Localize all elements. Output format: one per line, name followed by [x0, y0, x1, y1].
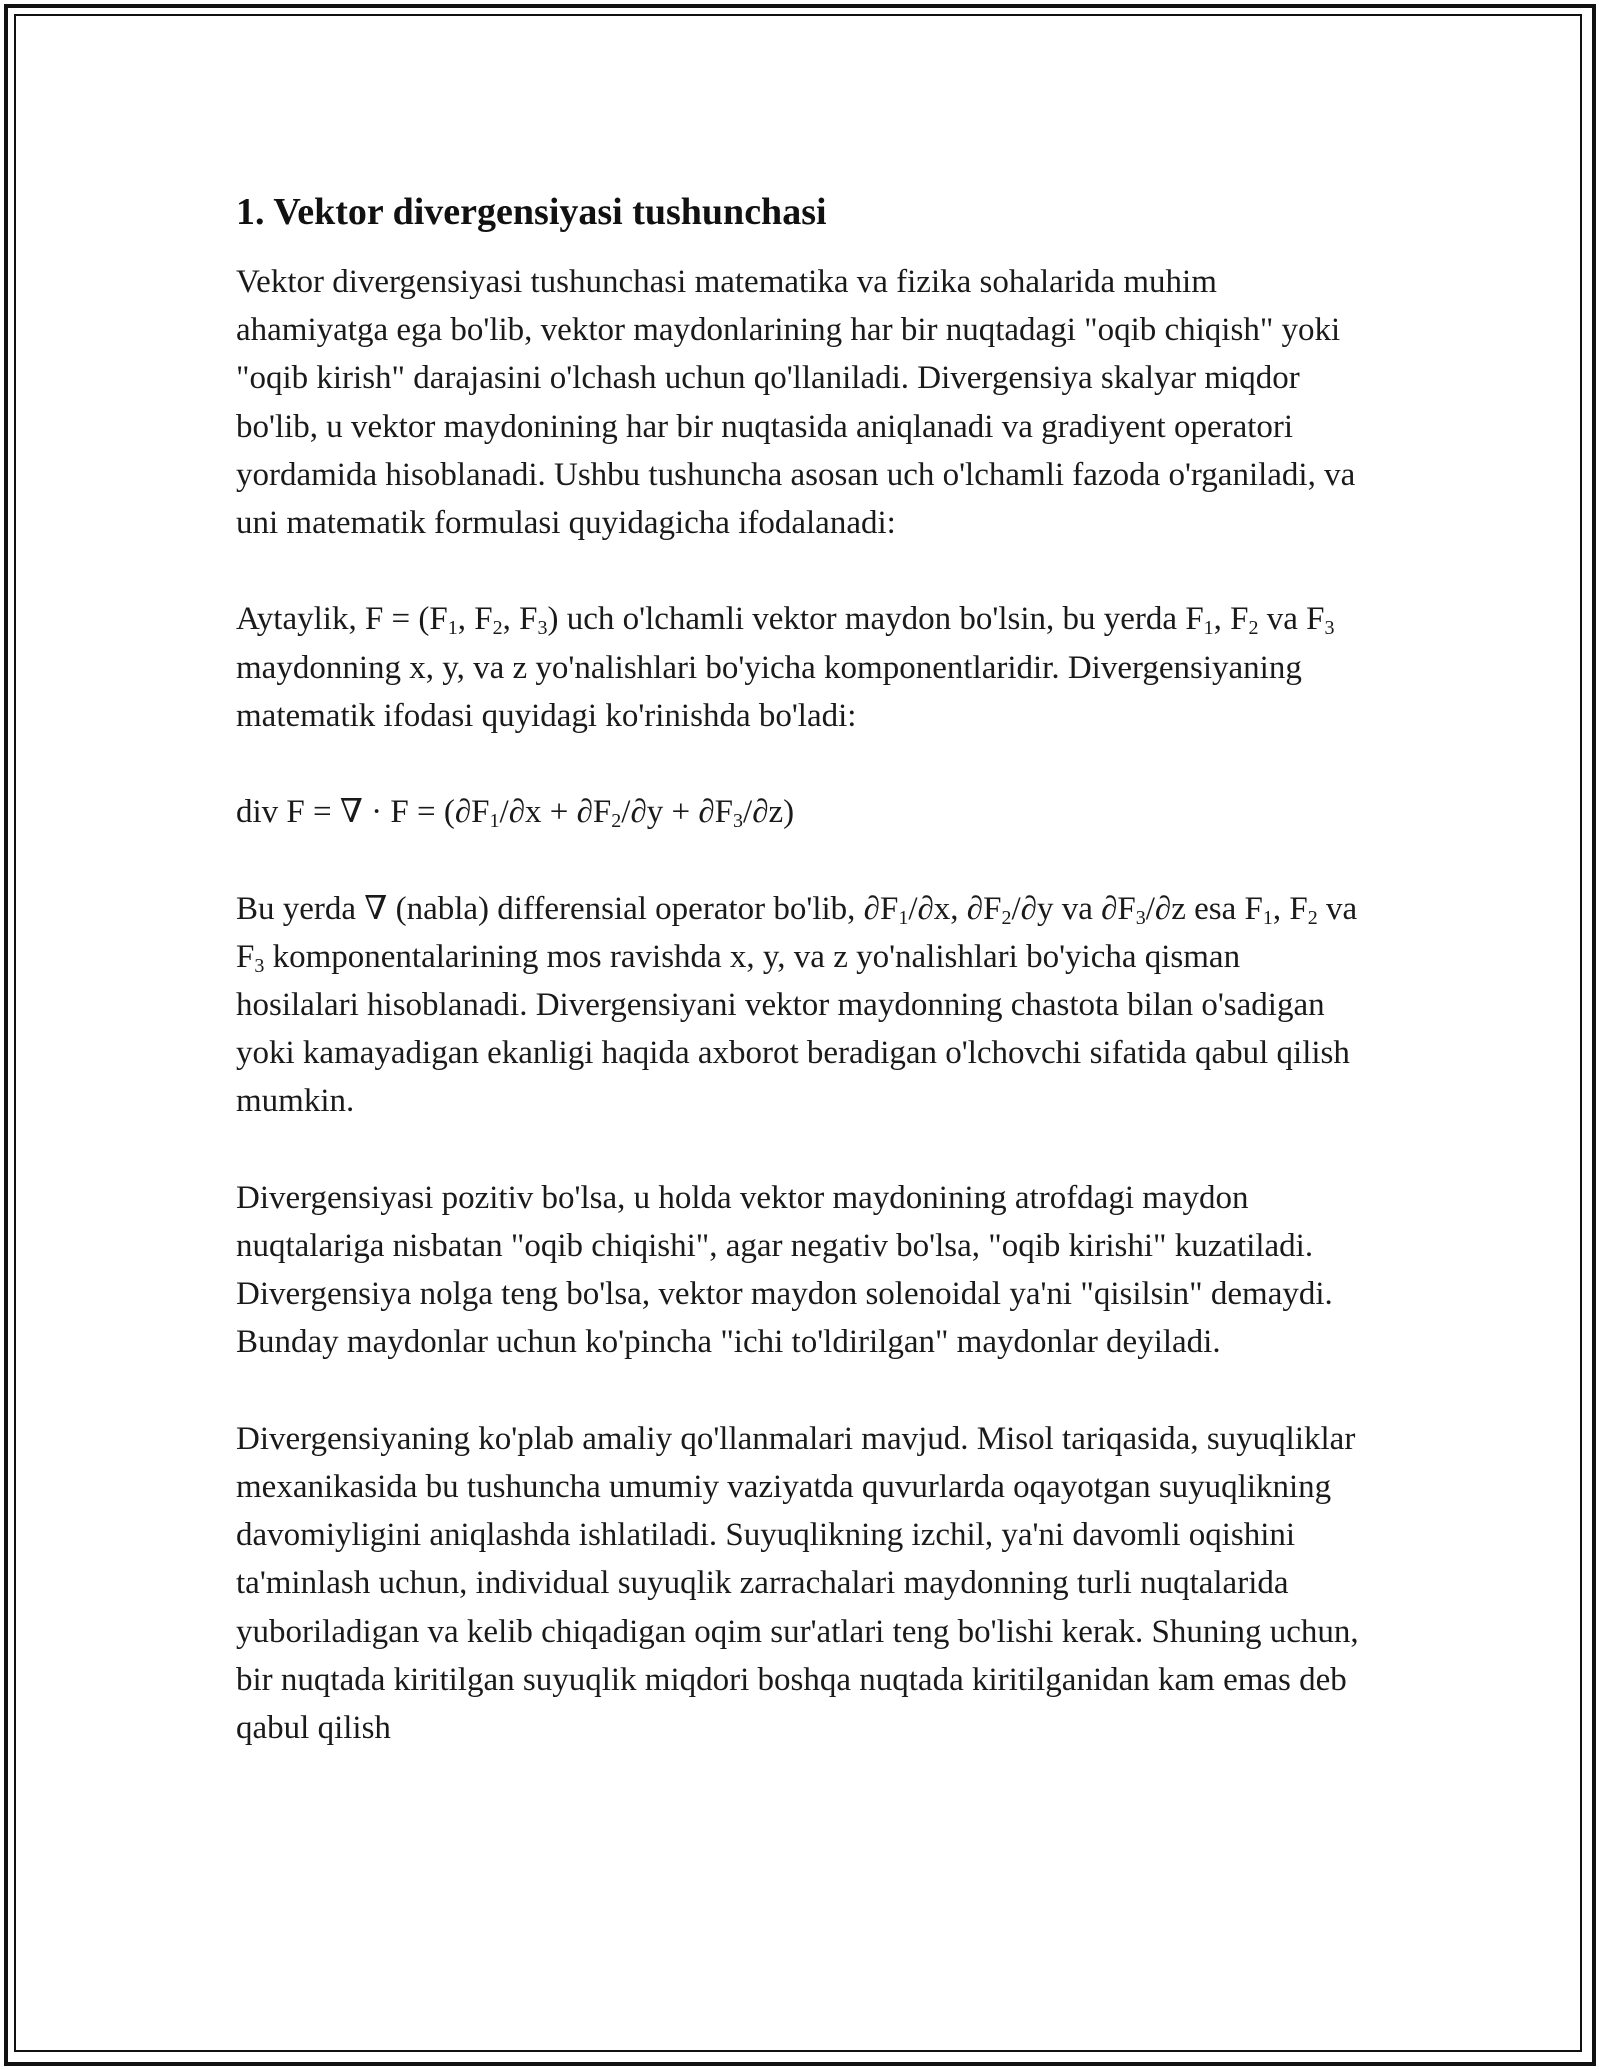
paragraph-applications: Divergensiyaning ko'plab amaliy qo'llanmalari mavjud. Misol tariqasida, suyuqliklar mexanikasida bu tushuncha umumiy vaziyatda quvurlarda oqayotgan suyuqlikning davomiyligini aniqlashda ishlatiladi. Suyuqlikning izchil, ya'ni davomli oqishini ta'minlash uchun, individual suyuqlik zarrachalari maydonning turli nuqtalarida yuboriladigan va kelib chiqadigan oqim sur'atlari teng bo'lishi kerak. Shuning uchun, bir nuqtada kiritilgan suyuqlik miqdori boshqa nuqtada kiritilganidan kam emas deb qabul qilish — [236, 1420, 1359, 1747]
paragraph-explanation: Bu yerda ∇ (nabla) differensial operator bo'lib, $\partial F_1/\partial x$, $\partial F_2/\partial y$ va $\partial F_3/\partial z$ esa $F_1$, $F_2$ va $F_3$ komponentalarining mos ravishda x, y, va z yo'nalishlari bo'yicha qisman hosilalari hisoblanadi. Divergensiyani vektor maydonning chastota bilan o'sadigan yoki kamayadigan ekanligi haqida axborot beradigan o'lchovchi sifatida qabul qilish mumkin. — [236, 890, 1358, 1120]
section-heading: 1. Vektor divergensiyasi tushunchasi — [236, 191, 827, 233]
paragraph-sign-meaning: Divergensiyasi pozitiv bo'lsa, u holda vektor maydonining atrofdagi maydon nuqtalariga nisbatan "oqib chiqishi", agar negativ bo'lsa, "oqib kirishi" kuzatiladi. Divergensiya nolga teng bo'lsa, vektor maydon solenoidal ya'ni "qisilsin" demaydi. Bunday maydonlar uchun ko'pincha "ichi to'ldirilgan" maydonlar deyiladi. — [236, 1179, 1333, 1361]
document-body — [236, 188, 1366, 1800]
divergence-formula: div F = ∇ · $F = (\partial F_1/\partial x + \partial F_2/\partial y + \partial F_3/\partial z)$ — [236, 794, 795, 833]
paragraph-intro: Vektor divergensiyasi tushunchasi matematika va fizika sohalarida muhim ahamiyatga ega bo'lib, vektor maydonlarining har bir nuqtadagi "oqib chiqish" yoki "oqib kirish" darajasini o'lchash uchun qo'llaniladi. Divergensiya skalyar miqdor bo'lib, u vektor maydonining har bir nuqtasida aniqlanadi va gradiyent operatori yordamida hisoblanadi. Ushbu tushuncha asosan uch o'lchamli fazoda o'rganiladi, va uni matematik formulasi quyidagicha ifodalanadi: — [236, 264, 1356, 542]
paragraph-definition: Aytaylik, $F = (F_1$, $F_2$, $F_3$) uch o'lchamli vektor maydon bo'lsin, bu yerda $F_1$, $F_2$ va $F_3$ maydonning x, y, va z yo'nalishlari bo'yicha komponentlaridir. Divergensiyaning matematik ifodasi quyidagi ko'rinishda bo'ladi: — [236, 601, 1335, 734]
